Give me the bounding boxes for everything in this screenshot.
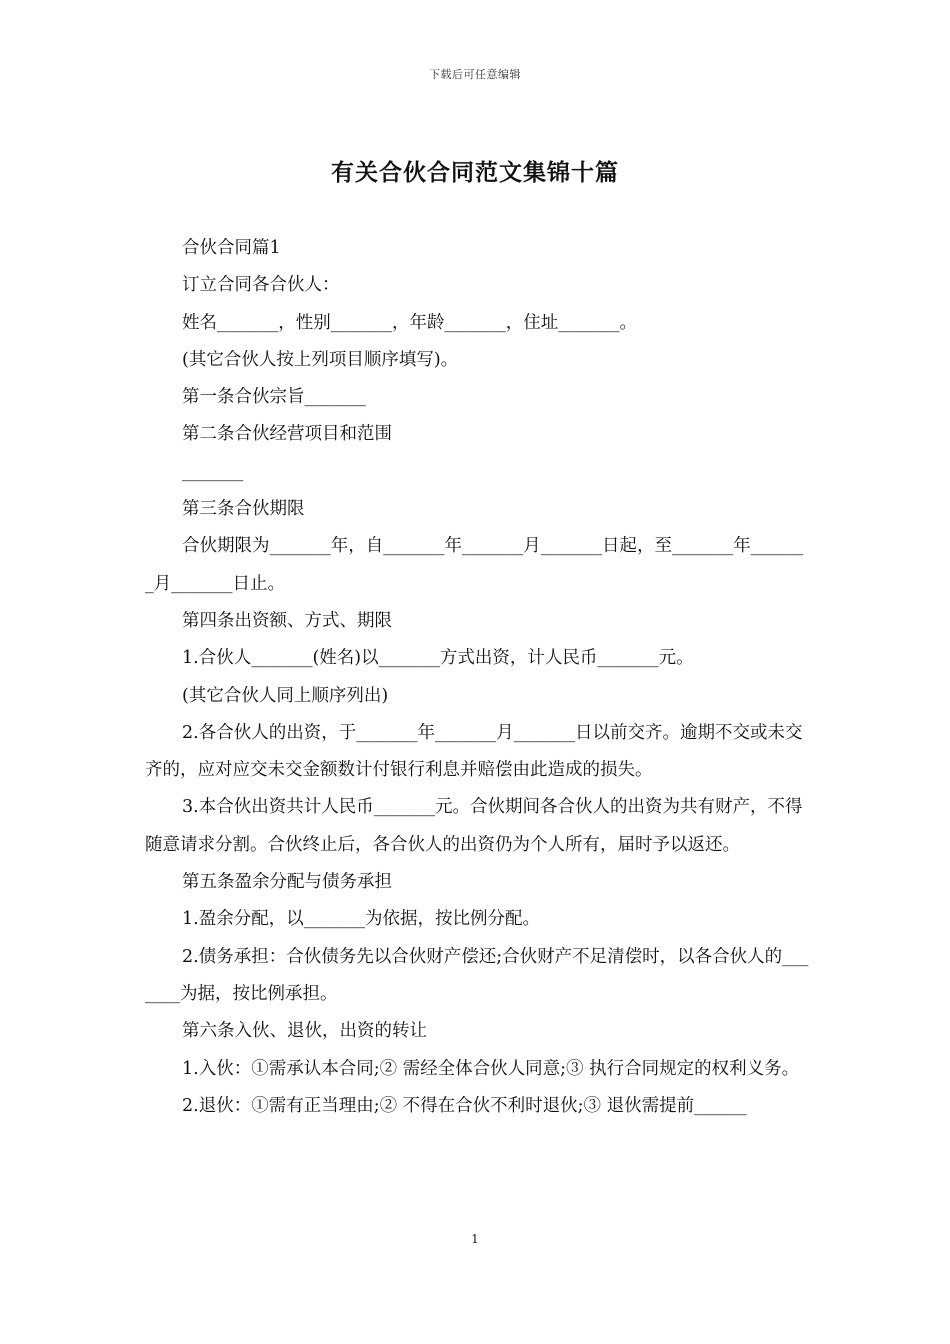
article-4-item-2: 2.各合伙人的出资，于_______年_______月_______日以前交齐。逾期不交或未交齐的，应对应交未交金额数计付银行利息并赔偿由此造成的损失。	[145, 722, 803, 781]
article-4-item-3: 3.本合伙出资共计人民币_______元。合伙期间各合伙人的出资为共有财产，不得随意请求分割。合伙终止后，各合伙人的出资仍为个人所有，届时予以返还。	[145, 797, 803, 855]
partner-info-note: (其它合伙人按上列项目顺序填写)。	[182, 349, 459, 370]
section-heading-contract-1: 合伙合同篇1	[182, 238, 281, 258]
partners-intro: 订立合同各合伙人：	[182, 275, 340, 296]
partner-info-line: 姓名_______，性别_______，年龄_______，住址_______。	[182, 312, 637, 333]
article-5-item-1: 1.盈余分配，以_______为依据，按比例分配。	[182, 909, 540, 930]
article-5-item-2: 2.债务承担：合伙债务先以合伙财产偿还;合伙财产不足清偿时，以各合伙人的_______为据，按比例承担。	[145, 946, 809, 1004]
document-body	[145, 230, 810, 1125]
header-note: 下载后可任意编辑	[429, 68, 521, 81]
document-title: 有关合伙合同范文集锦十篇	[331, 159, 619, 186]
article-2-heading: 第二条合伙经营项目和范围	[182, 424, 392, 445]
article-4-heading: 第四条出资额、方式、期限	[182, 610, 392, 631]
article-4-item-1: 1.合伙人_______(姓名)以_______方式出资，计人民币_______元。	[182, 648, 694, 669]
article-2-blank: _______	[182, 461, 244, 482]
article-3-heading: 第三条合伙期限	[182, 499, 305, 520]
article-6-item-2: 2.退伙：①需有正当理由;② 不得在合伙不利时退伙;③ 退伙需提前______	[182, 1095, 747, 1116]
article-6-item-1: 1.入伙：①需承认本合同;② 需经全体合伙人同意;③ 执行合同规定的权利义务。	[182, 1058, 800, 1079]
article-1-purpose: 第一条合伙宗旨_______	[182, 387, 366, 408]
article-4-note: (其它合伙人同上顺序列出)	[182, 685, 389, 706]
page-number: 1	[471, 1232, 479, 1246]
article-6-heading: 第六条入伙、退伙，出资的转让	[182, 1021, 427, 1042]
article-5-heading: 第五条盈余分配与债务承担	[182, 872, 392, 893]
article-3-term: 合伙期限为_______年，自_______年_______月_______日起，至_______年_______月_______日止。	[145, 536, 804, 594]
